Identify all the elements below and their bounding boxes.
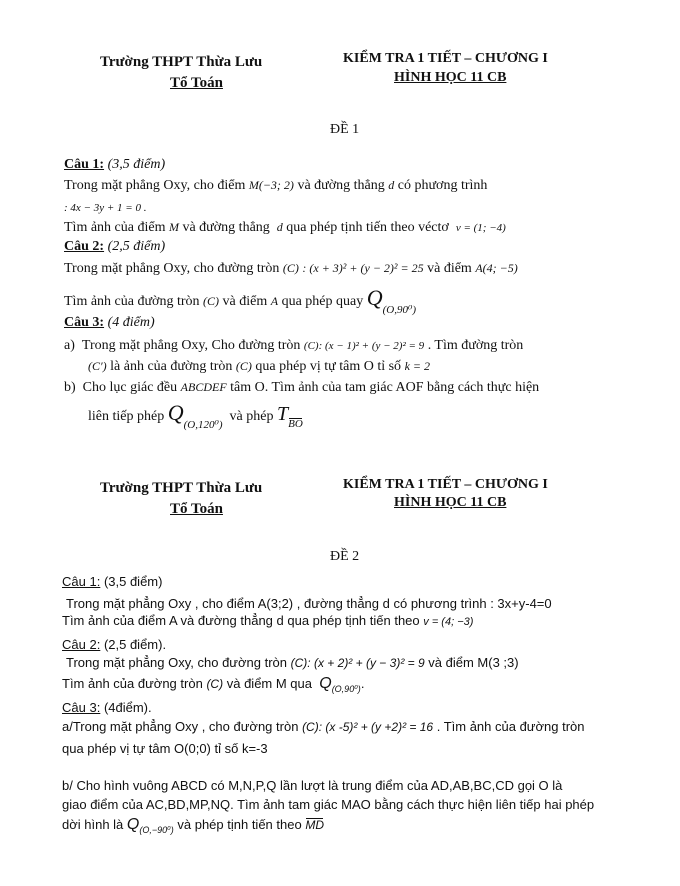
question-3a-line-2	[88, 359, 430, 375]
hexagon-name: ABCDEF	[180, 380, 227, 394]
rotation-subscript: (O,90⁰)	[331, 684, 361, 694]
rotation-symbol: Q	[319, 675, 332, 692]
circle-equation: (C): (x -5)² + (y +2)² = 16	[302, 720, 434, 734]
department: Tổ Toán	[170, 75, 223, 91]
rotation-subscript: (O,120⁰)	[183, 419, 223, 431]
text: dời hình là	[62, 817, 124, 832]
text: và đường thẳng	[297, 178, 385, 193]
text: và điểm	[222, 294, 268, 309]
translation-symbol: T	[276, 403, 289, 425]
text: Cho lục giác đều	[82, 380, 178, 395]
question-1-line-2	[62, 613, 473, 628]
question-3-heading	[64, 315, 155, 331]
exam-title: KIỂM TRA 1 TIẾT – CHƯƠNG I	[343, 477, 548, 492]
question-2-line-1	[66, 655, 519, 670]
var-d: d	[388, 178, 395, 192]
text: và phép tịnh tiến theo	[177, 817, 302, 832]
exam-code: ĐỀ 1	[330, 122, 360, 137]
question-3b-line-1: b/ Cho hình vuông ABCD có M,N,P,Q lần lượt là trung điểm của AD,AB,BC,CD gọi O là	[62, 778, 563, 793]
question-1-line-1: Trong mặt phẳng Oxy , cho điểm A(3;2) , đường thẳng d có phương trình : 3x+y-4=0	[66, 596, 552, 611]
question-2-line-2	[62, 675, 364, 693]
text: . Tìm ảnh của đường tròn	[436, 719, 585, 734]
question-3-heading	[62, 700, 152, 715]
vector-md: MD	[305, 818, 324, 832]
question-3a-line-1	[64, 338, 523, 354]
question-1-line-3	[64, 220, 506, 236]
question-points: (3,5 điểm)	[107, 157, 166, 172]
text: tâm O. Tìm ảnh của tam giác AOF bằng cách thực hiện	[230, 380, 540, 395]
text: và phép	[229, 409, 274, 424]
question-1-line-1	[64, 178, 487, 194]
question-2-heading	[64, 239, 165, 255]
text: qua phép tịnh tiến theo véctơ	[286, 220, 449, 235]
question-label: Câu 2:	[62, 637, 101, 652]
exam-subject: HÌNH HỌC 11 CB	[394, 70, 507, 85]
translation-vector: BO	[288, 418, 303, 430]
text: . Tìm đường tròn	[427, 338, 524, 353]
circle-c: (C)	[235, 359, 252, 373]
question-1-heading	[62, 574, 162, 589]
department: Tổ Toán	[170, 501, 223, 517]
question-points: (4 điểm)	[107, 315, 155, 330]
text: Tìm ảnh của đường tròn	[62, 676, 203, 691]
var-d: d	[276, 220, 283, 234]
vector-v: v = (4; −3)	[423, 616, 474, 628]
question-3a-line-1	[62, 719, 585, 734]
text: Trong mặt phẳng Oxy, cho đường tròn	[64, 261, 280, 276]
text: Trong mặt phẳng Oxy, cho đường tròn	[66, 655, 288, 670]
circle-equation: (C): (x + 2)² + (y − 3)² = 9	[290, 656, 425, 670]
circle-equation: : (x + 3)² + (y − 2)² = 25	[302, 261, 424, 275]
item-label: a)	[64, 338, 75, 353]
line-equation: : 4x − 3y + 1 = 0 .	[64, 202, 147, 214]
var-a: A	[270, 294, 279, 308]
exam-title: KIỂM TRA 1 TIẾT – CHƯƠNG I	[343, 51, 548, 66]
question-points: (3,5 điểm)	[103, 574, 163, 589]
question-2-line-1	[64, 261, 518, 277]
rotation-subscript: (O,90⁰)	[382, 304, 417, 316]
point-m: M(−3; 2)	[248, 178, 294, 192]
rotation-subscript: (O,−90⁰)	[139, 825, 174, 835]
text: Tìm ảnh của điểm	[64, 220, 166, 235]
exam-code: ĐỀ 2	[330, 549, 360, 564]
text: qua phép quay	[281, 294, 364, 309]
rotation-symbol: Q	[126, 816, 140, 833]
question-label: Câu 1:	[62, 574, 101, 589]
circle-c: (C)	[206, 677, 224, 691]
text: có phương trình	[397, 178, 488, 193]
text: Trong mặt phẳng Oxy, Cho đường tròn	[81, 338, 301, 353]
text: Tìm ảnh của điểm A và đường thẳng d qua phép tịnh tiến theo	[62, 613, 420, 628]
school-name: Trường THPT Thừa Lưu	[100, 54, 263, 70]
text: và điểm M(3 ;3)	[428, 655, 519, 670]
question-3a-line-2: qua phép vị tự tâm O(0;0) tỉ số k=-3	[62, 741, 268, 756]
text: liên tiếp phép	[88, 409, 165, 424]
question-3b-line-2: giao điểm của AC,BD,MP,NQ. Tìm ảnh tam giác MAO bằng cách thực hiện liên tiếp hai phép	[62, 797, 595, 812]
text: và đường thẳng	[182, 220, 270, 235]
item-label: b)	[64, 380, 76, 395]
vector-v: v = (1; −4)	[455, 222, 506, 234]
circle-c: (C)	[203, 294, 220, 308]
question-2-heading	[62, 637, 166, 652]
question-1-heading	[64, 157, 165, 173]
school-name: Trường THPT Thừa Lưu	[100, 480, 263, 496]
text: qua phép vị tự tâm O tỉ số	[255, 359, 402, 374]
text: Tìm ảnh của đường tròn	[64, 294, 200, 309]
question-label: Câu 1:	[64, 157, 105, 172]
question-label: Câu 3:	[62, 700, 101, 715]
exam-subject: HÌNH HỌC 11 CB	[394, 495, 507, 510]
rotation-symbol: Q	[167, 400, 184, 425]
question-points: (2,5 điểm)	[107, 239, 166, 254]
question-3b-line-2	[88, 400, 303, 431]
text: .	[360, 676, 365, 691]
circle-equation: (C): (x − 1)² + (y − 2)² = 9	[303, 340, 425, 352]
question-points: (2,5 điểm).	[103, 637, 167, 652]
text: và điểm M qua	[226, 676, 312, 691]
question-2-line-2	[64, 285, 417, 316]
question-3b-line-1	[64, 380, 539, 396]
text: a/Trong mặt phẳng Oxy , cho đường tròn	[62, 719, 299, 734]
question-3b-line-3	[62, 816, 324, 834]
question-points: (4điểm).	[103, 700, 152, 715]
text: và điểm	[427, 261, 472, 276]
question-label: Câu 3:	[64, 315, 105, 330]
rotation-symbol: Q	[366, 285, 383, 310]
text: Trong mặt phẳng Oxy, cho điểm	[64, 178, 246, 193]
point-a: A(4; −5)	[475, 261, 518, 275]
ratio-k: k = 2	[404, 359, 430, 373]
circle-c-prime: (C′)	[88, 359, 107, 373]
question-label: Câu 2:	[64, 239, 105, 254]
circle-c: (C)	[282, 261, 299, 275]
text: là ảnh của đường tròn	[110, 359, 233, 374]
var-m: M	[168, 220, 179, 234]
